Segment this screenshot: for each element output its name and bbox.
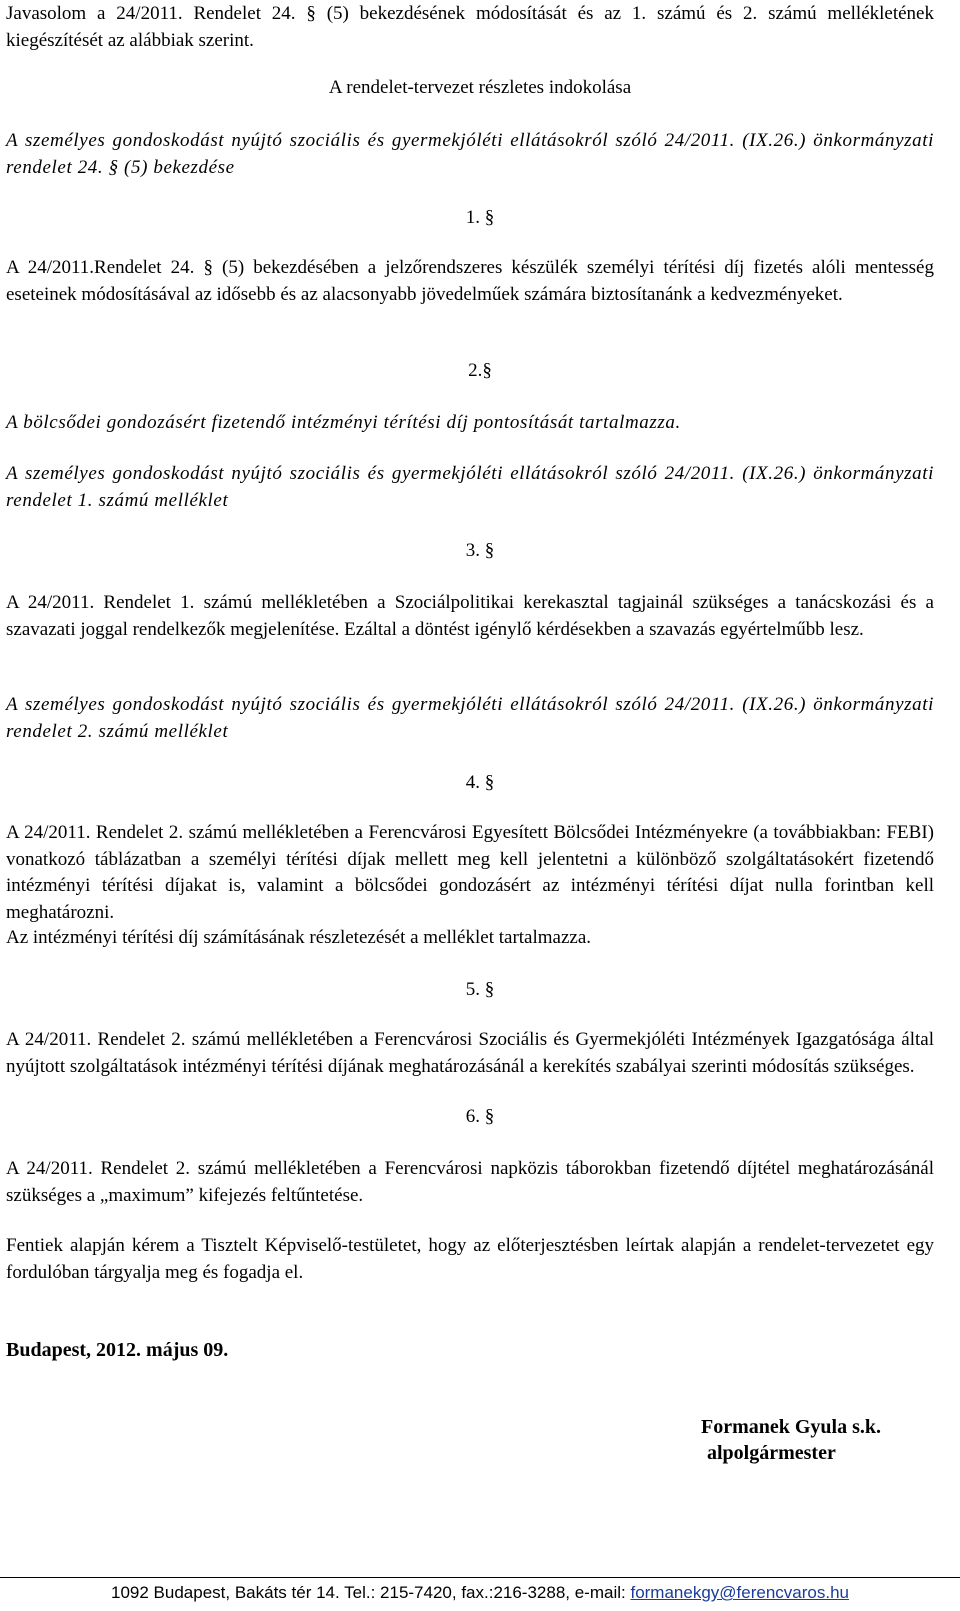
reference-annex-1: A személyes gondoskodást nyújtó szociális és gyermekjóléti ellátásokról szóló 24/2011. (IX.26.) önkormányzati rendelet 1. számú melléklet: [6, 463, 934, 511]
paragraph-6-text: A 24/2011. Rendelet 2. számú mellékletében a Ferencvárosi napközis táborokban fizetendő díjtétel meghatározásánál szükséges a „maximum” kifejezés feltűntetése.: [6, 1158, 934, 1206]
footer-contact: 1092 Budapest, Bakáts tér 14. Tel.: 215-7420, fax.:216-3288, e-mail:: [111, 1583, 631, 1602]
paragraph-number-5: 5. §: [465, 979, 495, 1000]
signature-title: alpolgármester: [707, 1442, 836, 1464]
paragraph-number-3: 3. §: [465, 540, 495, 561]
paragraph-3-text: A 24/2011. Rendelet 1. számú mellékletében a Szociálpolitikai kerekasztal tagjainál szükséges a tanácskozási és a szavazati joggal rendelkezők megjelenítése. Ezáltal a döntést igénylő kérdésekben a szavazás egyértelműbb lesz.: [6, 592, 934, 640]
reference-annex-2: A személyes gondoskodást nyújtó szociális és gyermekjóléti ellátásokról szóló 24/2011. (IX.26.) önkormányzati rendelet 2. számú melléklet: [6, 694, 934, 742]
footer-email-link[interactable]: formanekgy@ferencvaros.hu: [630, 1583, 849, 1602]
paragraph-number-6: 6. §: [465, 1106, 495, 1127]
signature-name: Formanek Gyula s.k.: [701, 1416, 882, 1438]
paragraph-number-1: 1. §: [465, 207, 495, 228]
section-heading: A rendelet-tervezet részletes indokolása: [328, 77, 632, 98]
footer-divider: [0, 1577, 960, 1578]
paragraph-5-text: A 24/2011. Rendelet 2. számú mellékletében a Ferencvárosi Szociális és Gyermekjóléti Intézmények Igazgatósága által nyújtott szolgáltatások intézményi térítési díjának meghatározásánál a kerekítés szabályai szerinti módosítás szükséges.: [6, 1029, 934, 1077]
paragraph-number-2: 2.§: [468, 360, 492, 381]
paragraph-4-text-2: Az intézményi térítési díj számításának részletezését a melléklet tartalmazza.: [6, 927, 592, 948]
paragraph-2-text: A bölcsődei gondozásért fizetendő intézményi térítési díj pontosítását tartalmazza.: [6, 412, 681, 433]
reference-24-5: A személyes gondoskodást nyújtó szociális és gyermekjóléti ellátásokról szóló 24/2011. (IX.26.) önkormányzati rendelet 24. § (5) bekezdése: [6, 130, 934, 178]
paragraph-1-text: A 24/2011.Rendelet 24. § (5) bekezdésében a jelzőrendszeres készülék személyi térítési díj fizetés alóli mentesség eseteinek módosításával az idősebb és az alacsonyabb jövedelműek számára biztosítanánk a kedvezményeket.: [6, 257, 934, 305]
date-line: Budapest, 2012. május 09.: [6, 1339, 229, 1361]
paragraph-number-4: 4. §: [465, 772, 495, 793]
closing-paragraph: Fentiek alapján kérem a Tisztelt Képviselő-testületet, hogy az előterjesztésben leírtak alapján a rendelet-tervezetet egy fordulóban tárgyalja meg és fogadja el.: [6, 1235, 934, 1283]
paragraph-4-text: A 24/2011. Rendelet 2. számú mellékletében a Ferencvárosi Egyesített Bölcsődei Intézményekre (a továbbiakban: FEBI) vonatkozó táblázatban a személyi térítési díjak mellett meg kell jelentetni a különböző szolgáltatásokért fizetendő intézményi térítési díjakat is, valamint a bölcsődei gondozásért az intézményi térítési díjat nulla forintban kell meghatározni.: [6, 822, 934, 923]
intro-paragraph: Javasolom a 24/2011. Rendelet 24. § (5) bekezdésének módosítását és az 1. számú és 2. számú mellékletének kiegészítését az alábbiak szerint.: [6, 3, 934, 51]
footer: [0, 1582, 960, 1604]
